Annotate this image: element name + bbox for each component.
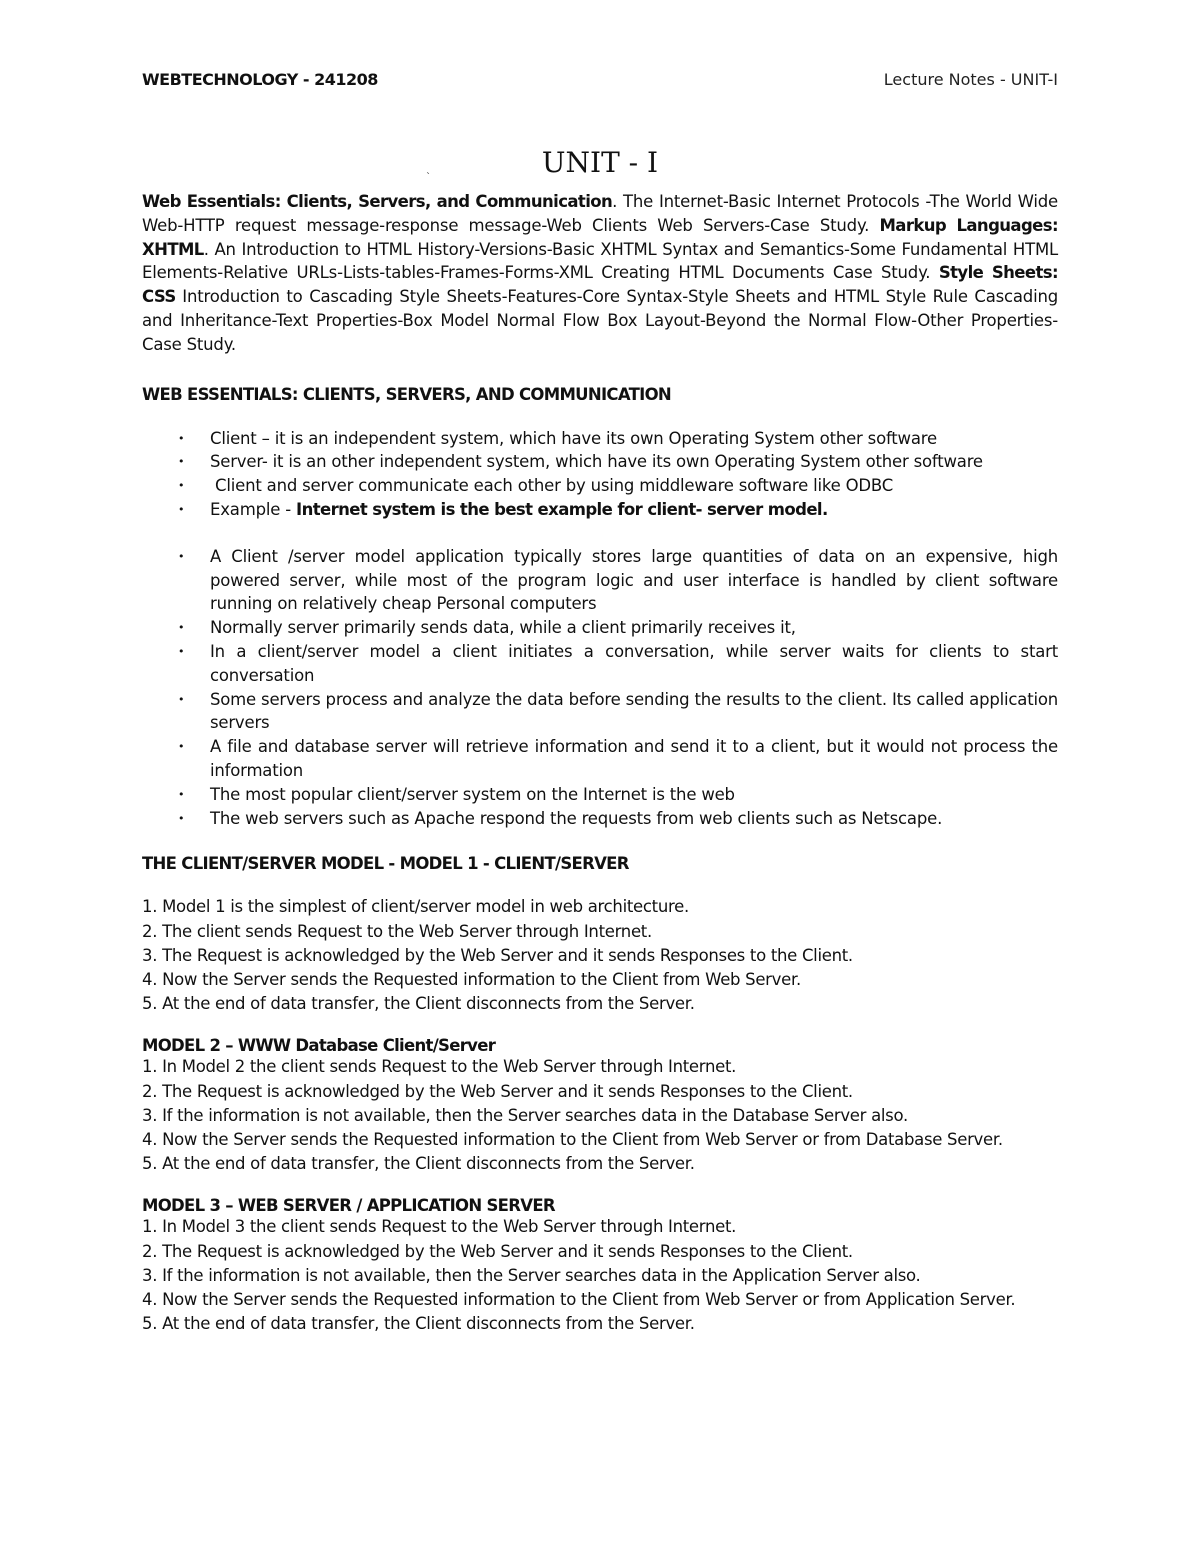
model-2-steps [142,1055,1058,1176]
bullet-list [142,427,1058,831]
page-header [142,70,1058,96]
list-item: • A Client /server model application typically stores large quantities of data on an expensive, high powered server, while most of the program logic and user interface is handled by client software running on relatively cheap Personal computers [178,546,1058,614]
step-item: 5. At the end of data transfer, the Client disconnects from the Server. [142,1154,695,1174]
header-lecture-notes: Lecture Notes - UNIT-I [883,70,1058,89]
step-item: 4. Now the Server sends the Requested information to the Client from Web Server. [142,969,801,989]
header-course-code: WEBTECHNOLOGY - 241208 [142,70,378,89]
bullet-icon: • [178,644,185,658]
syllabus-text-web: . The Internet-Basic Internet Protocols -The World Wide Web-HTTP request message-response message-Web Clients Web Servers-Case Study. [142,192,1059,235]
section-heading-model-1: THE CLIENT/SERVER MODEL - MODEL 1 - CLIENT/SERVER [142,854,629,874]
document-page [142,70,1058,1336]
bullet-icon: • [178,740,185,754]
bullet-icon: • [178,621,185,635]
step-item: 5. At the end of data transfer, the Client disconnects from the Server. [142,1314,695,1334]
list-item: • Server- it is an other independent system, which have its own Operating System other software [142,450,1058,474]
list-item: • Some servers process and analyze the data before sending the results to the client. Its called application servers [178,689,1058,733]
list-item: • The web servers such as Apache respond the requests from web clients such as Netscape. [142,807,1058,831]
step-item: 4. Now the Server sends the Requested information to the Client from Web Server or from Application Server. [142,1289,1016,1309]
step-item: 3. If the information is not available, then the Server searches data in the Database Server also. [142,1105,908,1125]
syllabus-paragraph [142,190,1058,357]
syllabus-heading-markup: Markup Languages: XHTML [142,215,1058,259]
step-item: 2. The Request is acknowledged by the Web Server and it sends Responses to the Client. [142,1081,853,1101]
step-item: 2. The client sends Request to the Web Server through Internet. [142,921,652,941]
syllabus-text-css: Introduction to Cascading Style Sheets-Features-Core Syntax-Style Sheets and HTML Style Rule Cascading and Inheritance-Text Properties-Box Model Normal Flow Box Layout-Beyond the Normal Flow-Other Properties-Case Study. [142,287,1058,354]
bullet-icon: • [178,455,185,469]
step-item: 3. The Request is acknowledged by the Web Server and it sends Responses to the Client. [142,945,853,965]
bullet-icon: • [178,549,185,563]
bullet-icon: • [178,479,185,493]
list-item: • The most popular client/server system on the Internet is the web [142,783,1058,807]
list-item: • In a client/server model a client initiates a conversation, while server waits for clients to start conversation [178,641,1058,685]
bullet-icon: • [178,692,185,706]
step-item: 3. If the information is not available, then the Server searches data in the Application Server also. [142,1265,921,1285]
list-item: • Example - Internet system is the best example for client- server model. [142,498,1058,522]
bullet-icon: • [178,811,185,825]
example-emphasis: Internet system is the best example for client- server model. [296,499,828,519]
list-item: • Normally server primarily sends data, while a client primarily receives it, [142,616,1058,640]
list-item: • Client and server communicate each other by using middleware software like ODBC [142,474,1058,498]
step-item: 1. In Model 3 the client sends Request to the Web Server through Internet. [142,1217,737,1237]
section-heading-web-essentials: WEB ESSENTIALS: CLIENTS, SERVERS, AND COMMUNICATION [142,384,672,404]
section-heading-model-3: MODEL 3 – WEB SERVER / APPLICATION SERVER [142,1196,555,1216]
syllabus-heading-css: Style Sheets: CSS [142,263,1058,307]
bullet-icon: • [178,787,185,801]
list-item: • A file and database server will retrieve information and send it to a client, but it would not process the information [178,737,1058,780]
model-3-steps [142,1215,1058,1336]
step-item: 5. At the end of data transfer, the Client disconnects from the Server. [142,994,695,1014]
syllabus-text-markup: . An Introduction to HTML History-Versions-Basic XHTML Syntax and Semantics-Some Fundamental HTML Elements-Relative URLs-Lists-tables-Frames-Forms-XML Creating HTML Documents Case Study. [142,239,1058,283]
section-heading-model-2: MODEL 2 – WWW Database Client/Server [142,1036,496,1056]
syllabus-heading-web: Web Essentials: Clients, Servers, and Communication [142,192,613,211]
bullet-icon: • [178,502,185,516]
step-item: 1. In Model 2 the client sends Request to the Web Server through Internet. [142,1057,737,1077]
page-title: UNIT - I [541,146,659,179]
stray-mark: ` [426,172,431,183]
step-item: 2. The Request is acknowledged by the Web Server and it sends Responses to the Client. [142,1241,853,1261]
list-item: • Client – it is an independent system, which have its own Operating System other software [142,427,1058,451]
step-item: 1. Model 1 is the simplest of client/server model in web architecture. [142,897,689,917]
model-1-steps [142,895,1058,1016]
step-item: 4. Now the Server sends the Requested information to the Client from Web Server or from Database Server. [142,1129,1003,1149]
bullet-icon: • [178,431,185,445]
